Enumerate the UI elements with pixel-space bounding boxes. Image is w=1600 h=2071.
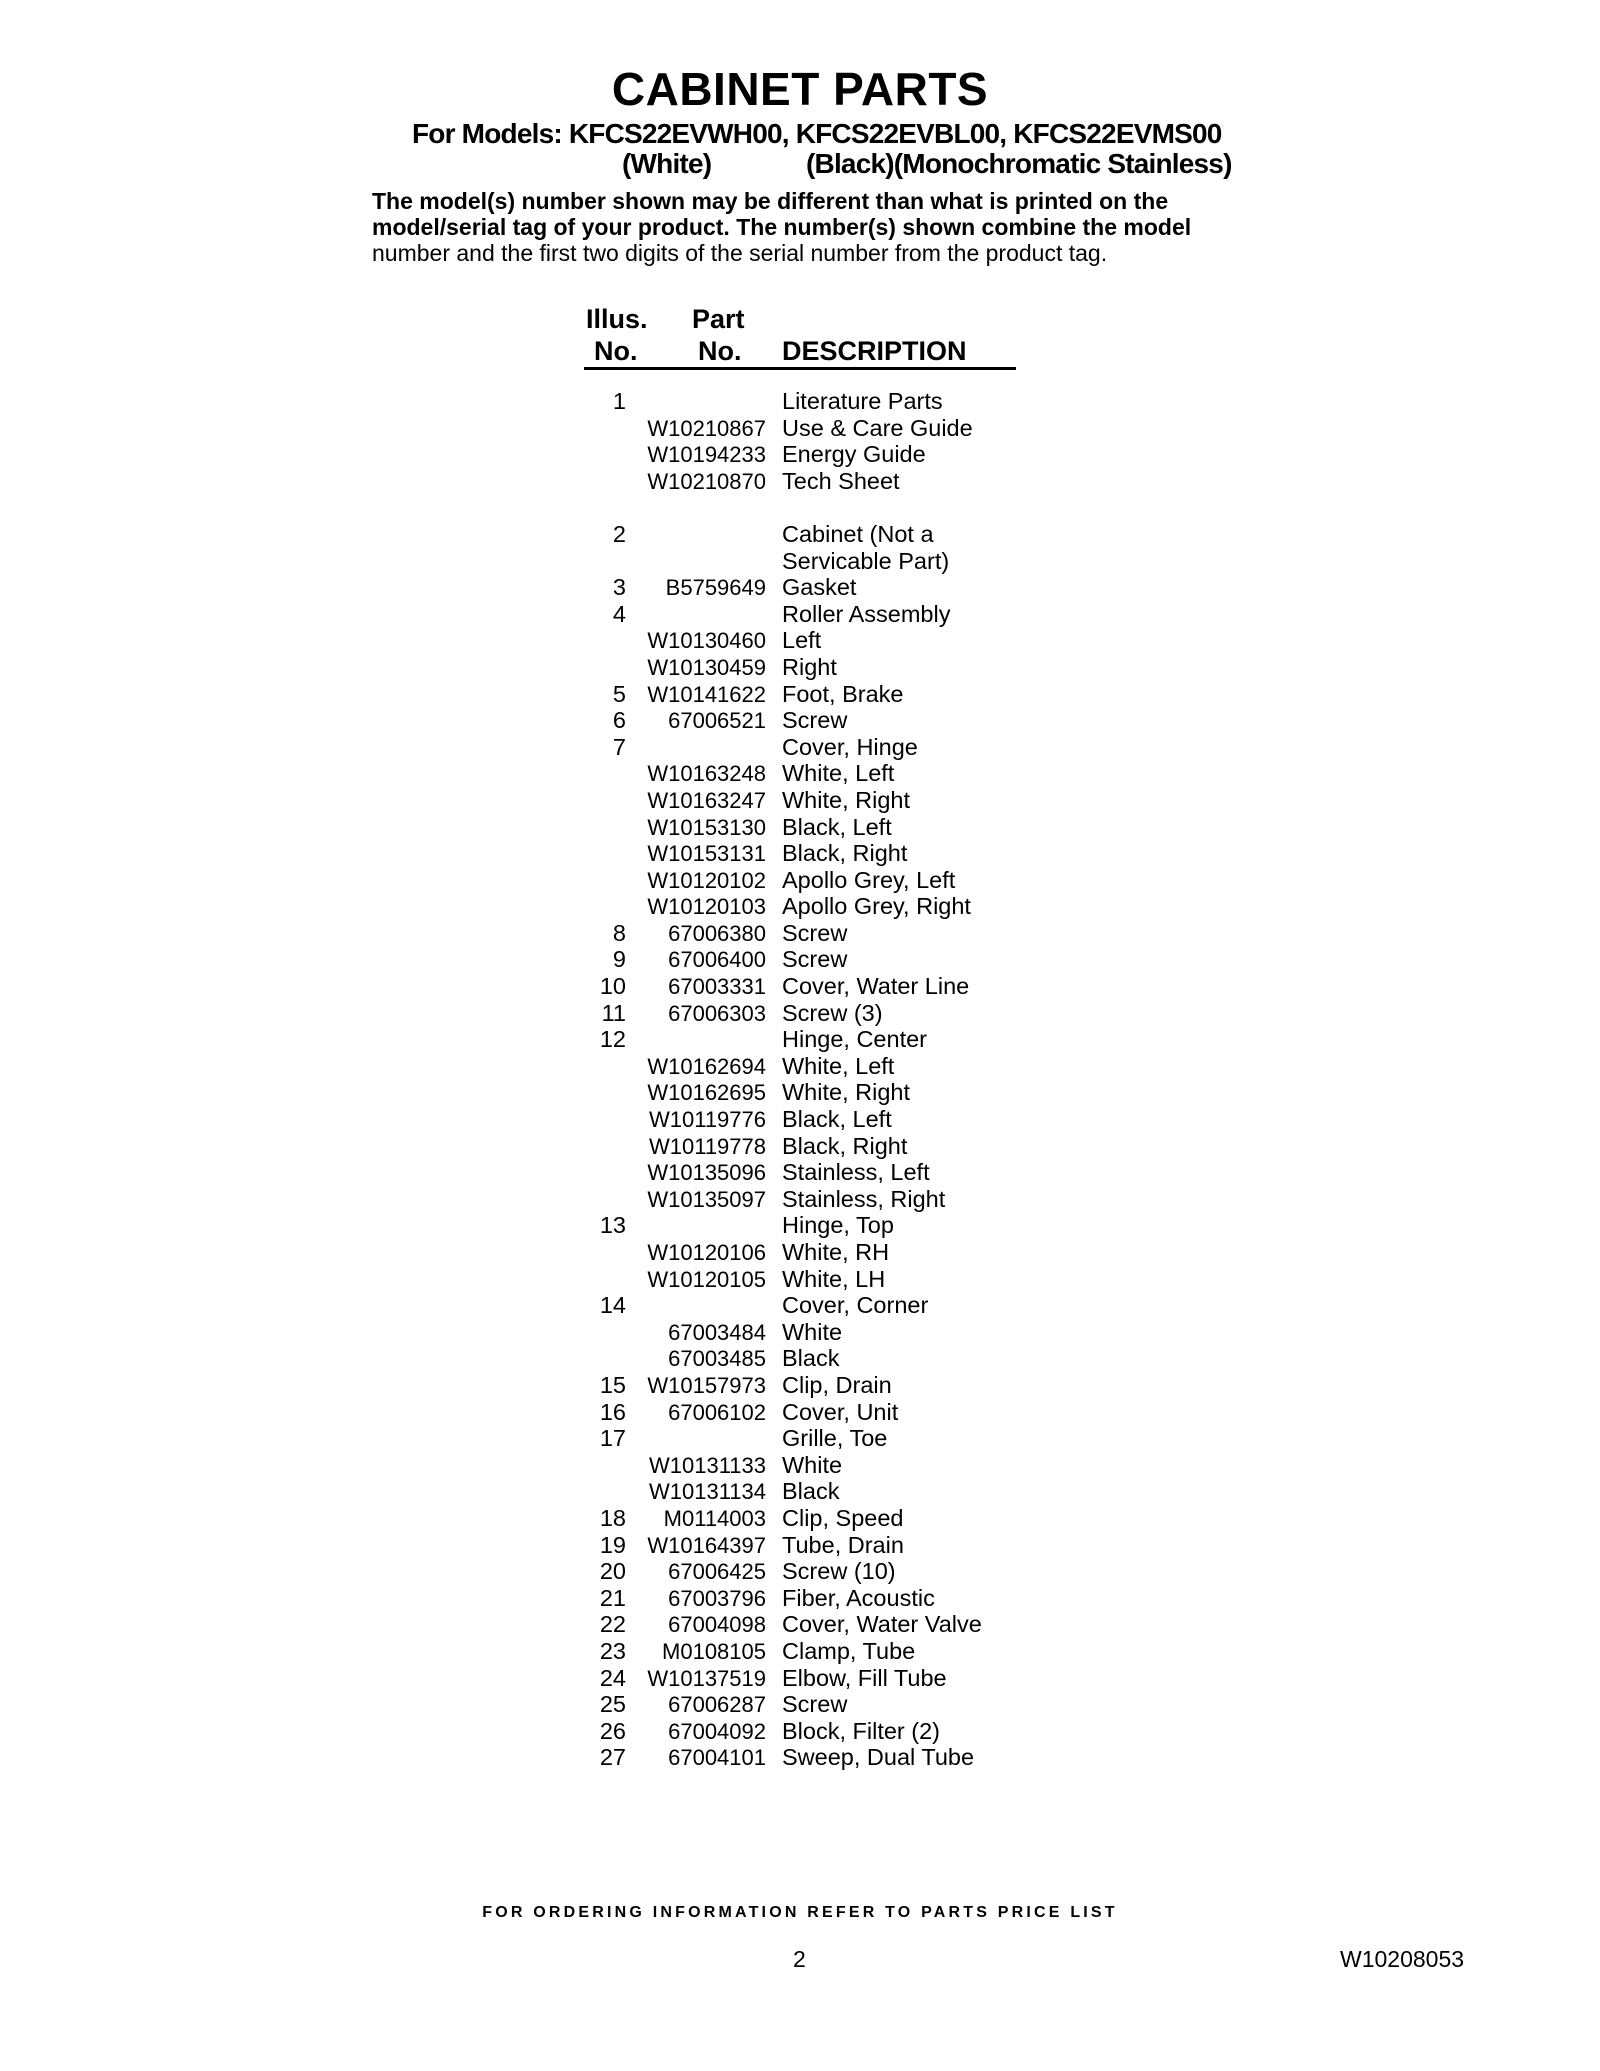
parts-row [0,760,1600,787]
parts-row [0,574,1600,601]
part-description: Screw [782,1691,848,1718]
illus-number: 26 [599,1717,626,1744]
page-number: 2 [793,1946,806,1972]
part-description: Use & Care Guide [782,414,973,441]
part-number: W10119778 [648,1133,766,1159]
illus-number: 20 [599,1558,626,1585]
illus-number: 12 [599,1026,626,1053]
part-number: W10163248 [647,761,766,787]
illus-number: 2 [612,520,626,547]
part-description: Servicable Part) [782,547,950,574]
parts-row [0,1638,1600,1665]
part-number: W10130460 [647,628,766,654]
parts-row [0,654,1600,681]
parts-row [0,627,1600,654]
part-number: 67006287 [668,1692,766,1718]
parts-row [0,1319,1600,1346]
illus-number: 10 [599,973,626,1000]
header-rule [584,367,1016,370]
illus-number: 25 [599,1691,626,1718]
illus-number: 14 [599,1292,626,1319]
part-description: Sweep, Dual Tube [782,1744,975,1771]
illus-number: 9 [612,946,626,973]
part-description: White, Left [782,760,895,787]
parts-row [0,388,1600,415]
header-part-top: Part [692,304,745,334]
part-description: Clamp, Tube [782,1637,916,1664]
parts-row [0,1611,1600,1638]
intro-note-bold: The model(s) number shown may be different than what is printed on the model/serial tag of your product. The number(s) shown combine the model [372,188,1192,240]
parts-row [0,521,1600,548]
part-number: W10119776 [648,1107,766,1133]
illus-number: 21 [599,1584,626,1611]
part-description: Tube, Drain [782,1531,904,1558]
parts-row [0,1159,1600,1186]
part-number: W10120106 [647,1240,766,1265]
part-description: Grille, Toe [782,1425,888,1452]
parts-row [0,1345,1600,1372]
illus-number: 1 [612,388,626,414]
part-description: Energy Guide [782,441,926,468]
part-description: Screw (10) [782,1558,896,1585]
part-description: Hinge, Center [782,1026,927,1053]
illus-number: 18 [599,1504,626,1531]
illus-number: 4 [612,600,626,627]
part-number: W10120105 [647,1266,766,1292]
part-number: W10130459 [647,654,766,680]
parts-row [0,1425,1600,1452]
parts-row [0,441,1600,468]
part-description: Black, Left [782,813,892,840]
parts-list [0,388,1600,1771]
parts-row [0,1026,1600,1053]
part-description: White, LH [782,1265,886,1292]
parts-row [0,1665,1600,1692]
part-number: W10153130 [647,814,766,840]
parts-row [0,1106,1600,1133]
illus-number: 17 [599,1425,626,1452]
part-number: W10164397 [647,1532,766,1558]
parts-row [0,1505,1600,1532]
header-illus-top: Illus. [586,304,648,334]
parts-row [0,707,1600,734]
intro-note [372,188,1272,266]
parts-row [0,1399,1600,1426]
part-number: 67006303 [668,1000,766,1026]
illus-number: 22 [599,1611,626,1638]
parts-row [0,787,1600,814]
parts-row [0,1053,1600,1080]
page-title: CABINET PARTS [611,63,989,115]
part-description: Stainless, Left [782,1159,930,1186]
part-description: Stainless, Right [782,1185,946,1212]
illus-number: 3 [612,574,626,601]
part-description: Black [782,1478,840,1505]
parts-row [0,681,1600,708]
part-number: W10210867 [647,415,766,441]
parts-row [0,1718,1600,1745]
parts-row [0,840,1600,867]
document-number: W10208053 [1340,1946,1465,1972]
intro-note-normal: number and the first two digits of the serial number from the product tag. [372,240,1108,266]
part-description: Cover, Hinge [782,733,918,760]
illus-number: 13 [599,1212,626,1239]
parts-row [0,1292,1600,1319]
part-number: W10153131 [647,841,766,867]
parts-row [0,1079,1600,1106]
part-description: Cover, Water Valve [782,1611,982,1638]
illus-number: 27 [599,1744,626,1771]
part-description: White, Right [782,1079,910,1106]
part-number: W10141622 [647,681,766,707]
part-number: W10137519 [647,1665,766,1691]
part-number: W10135096 [647,1160,766,1186]
part-description: Cover, Water Line [782,973,970,1000]
part-description: Gasket [782,574,857,601]
parts-row [0,468,1600,495]
part-description: Block, Filter (2) [782,1717,940,1744]
parts-row [0,973,1600,1000]
part-number: 67004098 [668,1612,766,1638]
part-description: Black, Right [782,840,908,867]
part-description: White [782,1451,843,1478]
models-color-labels: (Black)(Monochromatic Stainless) [806,148,1232,179]
part-description: Fiber, Acoustic [782,1584,935,1611]
part-number: W10210870 [647,468,766,494]
parts-row [0,1691,1600,1718]
header-illus-bottom: No. [594,336,638,366]
illus-number: 7 [612,733,626,760]
parts-row [0,1744,1600,1771]
part-description: Screw [782,946,848,973]
part-description: Tech Sheet [782,467,900,494]
part-number: 67006102 [668,1399,766,1425]
illus-number: 23 [599,1637,626,1664]
part-description: Left [782,627,822,654]
part-number: W10135097 [647,1186,766,1212]
part-description: Clip, Drain [782,1371,892,1398]
parts-row [0,1133,1600,1160]
part-description: Hinge, Top [782,1212,894,1239]
part-number: M0108105 [662,1638,766,1664]
parts-row [0,1239,1600,1266]
illus-number: 24 [599,1664,626,1691]
part-description: Literature Parts [782,388,943,414]
part-number: M0114003 [663,1505,766,1531]
illus-number: 19 [599,1531,626,1558]
part-description: Roller Assembly [782,600,951,627]
part-description: Black, Left [782,1106,892,1133]
part-description: Screw [782,919,848,946]
part-description: Cover, Corner [782,1292,929,1319]
part-number: 67006521 [668,708,766,734]
part-number: W10157973 [647,1372,766,1398]
parts-row [0,734,1600,761]
part-description: Black, Right [782,1132,908,1159]
part-description: Apollo Grey, Left [782,866,956,893]
part-description: Screw [782,707,848,734]
parts-row [0,601,1600,628]
part-description: Cabinet (Not a [782,520,934,547]
part-number: W10131134 [648,1479,766,1505]
parts-row [0,1372,1600,1399]
models-white-label: (White) [622,148,712,179]
part-description: White, RH [782,1239,890,1265]
part-number: 67004092 [668,1718,766,1744]
part-number: W10131133 [648,1452,766,1478]
parts-row [0,814,1600,841]
part-number: W10163247 [647,787,766,813]
parts-row [0,1558,1600,1585]
part-number: B5759649 [665,575,766,601]
part-number: 67006400 [668,947,766,973]
illus-number: 6 [612,707,626,734]
part-description: Right [782,653,837,680]
parts-row [0,1452,1600,1479]
parts-row [0,1212,1600,1239]
parts-row [0,867,1600,894]
parts-row [0,1186,1600,1213]
part-description: Elbow, Fill Tube [782,1664,947,1691]
parts-row [0,946,1600,973]
part-description: Clip, Speed [782,1504,904,1531]
part-number: W10120102 [647,867,766,893]
parts-row [0,1585,1600,1612]
part-number: 67003796 [668,1585,766,1611]
part-number: 67003485 [668,1346,766,1372]
part-number: W10120103 [647,894,766,920]
illus-number: 11 [601,999,626,1026]
parts-row [0,893,1600,920]
part-description: White, Right [782,786,910,813]
parts-row [0,548,1600,575]
part-description: Cover, Unit [782,1398,899,1425]
footer-ordering-info: FOR ORDERING INFORMATION REFER TO PARTS PRICE LIST [482,1904,1118,1921]
parts-row [0,415,1600,442]
part-number: 67006425 [668,1559,766,1585]
part-number: W10162695 [647,1080,766,1106]
illus-number: 5 [612,680,626,707]
part-description: White [782,1318,843,1345]
parts-row [0,920,1600,947]
part-number: W10162694 [647,1053,766,1079]
header-part-bottom: No. [698,336,742,366]
parts-row [0,1000,1600,1027]
illus-number: 15 [599,1371,626,1398]
part-description: Apollo Grey, Right [782,893,971,920]
part-description: White, Left [782,1052,895,1079]
part-number: 67003484 [668,1319,766,1345]
part-number: W10194233 [647,442,766,468]
part-number: 67006380 [668,920,766,946]
part-number: 67004101 [668,1745,766,1771]
part-number: 67003331 [668,974,766,1000]
part-description: Screw (3) [782,999,883,1026]
part-description: Black [782,1345,840,1372]
part-description: Foot, Brake [782,680,904,707]
parts-row [0,1266,1600,1293]
illus-number: 8 [612,919,626,946]
parts-row [0,494,1600,521]
models-line: For Models: KFCS22EVWH00, KFCS22EVBL00, KFCS22EVMS00 [412,118,1222,149]
illus-number: 16 [599,1398,626,1425]
header-description: DESCRIPTION [782,336,967,366]
parts-row [0,1532,1600,1559]
parts-row [0,1478,1600,1505]
